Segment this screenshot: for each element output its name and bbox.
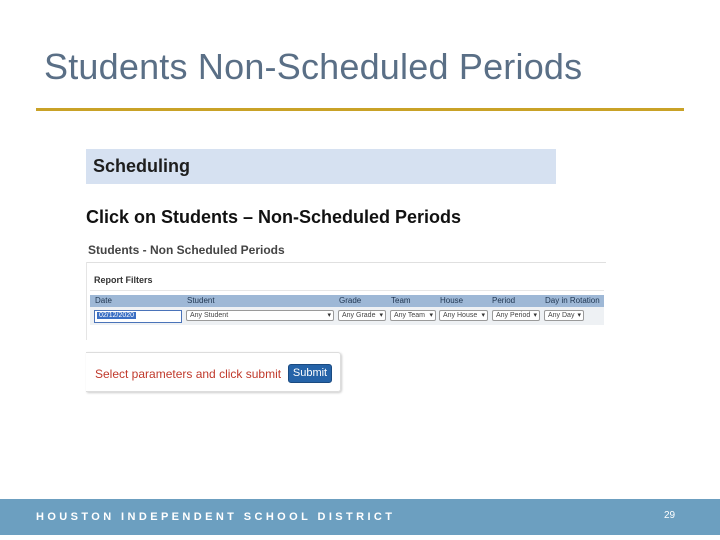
submit-button[interactable]: Submit: [288, 364, 332, 383]
slide-title: Students Non-Scheduled Periods: [44, 46, 583, 87]
scheduling-banner: [86, 149, 556, 184]
column-header-grade: Grade: [339, 296, 362, 305]
chevron-down-icon: ▾: [429, 312, 433, 319]
footer-organization: HOUSTON INDEPENDENT SCHOOL DISTRICT: [36, 511, 396, 523]
column-header-day-in-rotation: Day in Rotation: [545, 296, 600, 305]
page-number: 29: [664, 510, 676, 521]
house-select-value: Any House: [443, 312, 478, 319]
grade-select-value: Any Grade: [342, 312, 376, 319]
column-header-student: Student: [187, 296, 215, 305]
chevron-down-icon: ▾: [533, 312, 537, 319]
title-divider: [36, 108, 684, 111]
day-select-value: Any Day: [548, 312, 575, 319]
column-header-house: House: [440, 296, 464, 305]
filters-divider: [90, 290, 604, 291]
instruction-text: Click on Students – Non-Scheduled Periods: [86, 207, 462, 227]
scheduling-label: Scheduling: [93, 156, 191, 176]
student-select-value: Any Student: [190, 312, 229, 319]
grade-select[interactable]: [338, 310, 386, 321]
column-header-team: Team: [391, 296, 411, 305]
chevron-down-icon: ▾: [481, 312, 485, 319]
report-filters-label: Report Filters: [94, 275, 153, 285]
column-header-period: Period: [492, 296, 516, 305]
student-select[interactable]: [186, 310, 334, 321]
date-value: 02/12/2020: [99, 312, 135, 319]
chevron-down-icon: ▾: [327, 312, 331, 319]
date-input[interactable]: [94, 310, 182, 323]
period-select-value: Any Period: [496, 312, 531, 319]
instruction-prompt: Select parameters and click submit: [95, 367, 282, 381]
chevron-down-icon: ▾: [379, 312, 383, 319]
chevron-down-icon: ▾: [577, 312, 581, 319]
house-select[interactable]: [439, 310, 488, 321]
report-left-border: [86, 262, 87, 340]
team-select[interactable]: [390, 310, 436, 321]
period-select[interactable]: [492, 310, 540, 321]
day-select[interactable]: [544, 310, 584, 321]
report-title: Students - Non Scheduled Periods: [88, 243, 285, 257]
filter-header-row: [90, 295, 604, 307]
report-divider: [86, 262, 606, 263]
team-select-value: Any Team: [394, 312, 425, 319]
column-header-date: Date: [95, 296, 112, 305]
